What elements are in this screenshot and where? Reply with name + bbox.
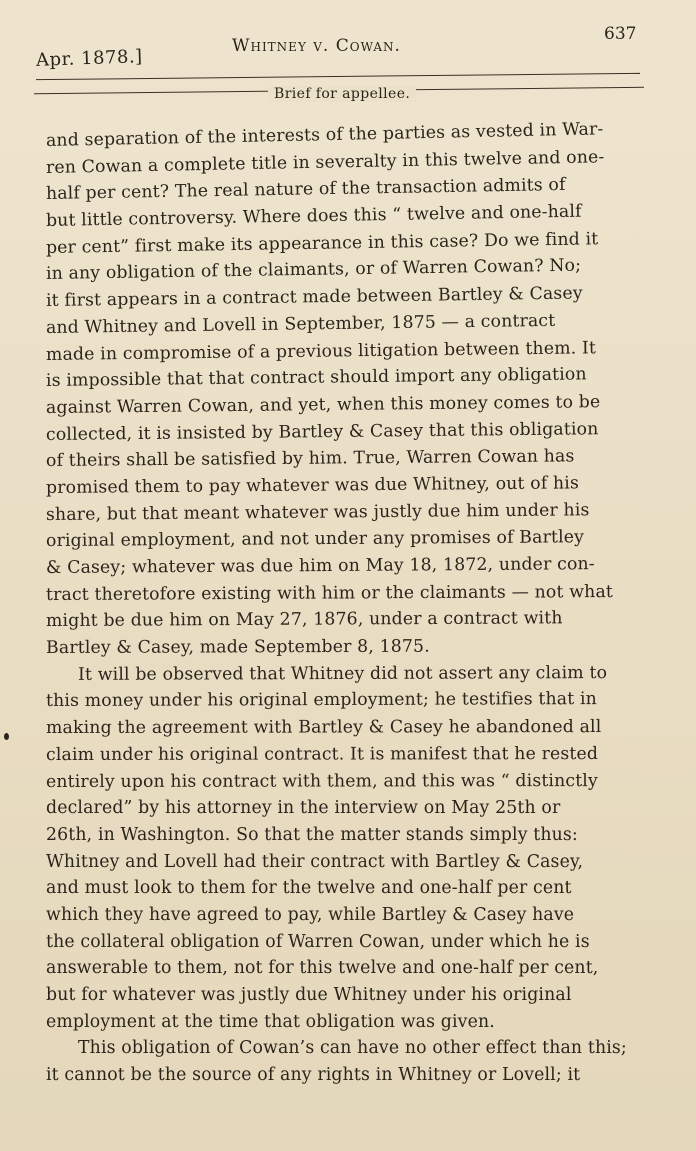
text-line: against Warren Cowan, and yet, when this money comes to be: [45, 392, 601, 418]
text-line: and Whitney and Lovell in September, 1875 — a contract: [45, 310, 556, 338]
running-header: [0, 22, 696, 72]
text-line: claim under his original contract. It is manifest that he rested: [45, 743, 599, 765]
text-line: declared” by his attorney in the interview on May 25th or: [46, 798, 561, 819]
ink-spot: [4, 733, 9, 740]
text-line: ren Cowan a complete title in severalty in this twelve and one-: [45, 146, 605, 178]
text-line: and separation of the interests of the parties as vested in War-: [45, 119, 604, 151]
text-line: collected, it is insisted by Bartley & Casey that this obligation: [45, 418, 599, 445]
text-line: promised them to pay whatever was due Whitney, out of his: [45, 473, 580, 498]
text-line: entirely upon his contract with them, and this was “ distinctly: [45, 770, 598, 792]
text-line: per cent” first make its appearance in this case? Do we find it: [45, 229, 599, 258]
text-line: it first appears in a contract made between Bartley & Casey: [45, 283, 583, 312]
text-line: in any obligation of the claimants, or of Warren Cowan? No;: [45, 256, 582, 285]
text-line: but little controversy. Where does this “ twelve and one-half: [45, 201, 582, 232]
brief-body-text: [45, 119, 658, 1089]
text-line: tract theretofore existing with him or the claimants — not what: [45, 581, 614, 605]
text-line: is impossible that that contract should import any obligation: [45, 364, 587, 392]
text-line: this money under his original employment; he testifies that in: [45, 689, 597, 712]
text-line: made in compromise of a previous litigation between them. It: [45, 337, 597, 365]
text-line: Whitney and Lovell had their contract with Bartley & Casey,: [46, 851, 584, 872]
text-line: share, but that meant whatever was justly due him under his: [45, 499, 590, 525]
running-header-date: Apr. 1878.]: [35, 46, 143, 71]
text-line: & Casey; whatever was due him on May 18, 1872, under con-: [45, 554, 595, 578]
page-number: 637: [604, 24, 637, 44]
text-line: It will be observed that Whitney did not assert any claim to: [77, 662, 608, 685]
text-line: This obligation of Cowan’s can have no other effect than this;: [78, 1038, 627, 1059]
header-rule-top: [36, 73, 640, 80]
text-line: employment at the time that obligation was given.: [46, 1011, 495, 1032]
section-subheading: Brief for appellee.: [268, 86, 416, 102]
text-line: the collateral obligation of Warren Cowan, under which he is: [46, 931, 590, 952]
text-line: Bartley & Casey, made September 8, 1875.: [45, 636, 430, 659]
text-line: of theirs shall be satisfied by him. True, Warren Cowan has: [45, 446, 575, 472]
text-line: but for whatever was justly due Whitney under his original: [46, 985, 572, 1005]
text-line: which they have agreed to pay, while Bartley & Casey have: [46, 904, 575, 925]
text-line: and must look to them for the twelve and one-half per cent: [46, 878, 572, 899]
text-line: answerable to them, not for this twelve and one-half per cent,: [46, 958, 599, 979]
text-line: it cannot be the source of any rights in Whitney or Lovell; it: [46, 1065, 581, 1086]
text-line: making the agreement with Bartley & Casey he abandoned all: [45, 717, 602, 739]
text-line: might be due him on May 27, 1876, under a contract with: [45, 608, 563, 632]
text-line: 26th, in Washington. So that the matter stands simply thus:: [46, 824, 578, 845]
text-line: original employment, and not under any promises of Bartley: [45, 527, 585, 552]
running-header-title: Whitney v. Cowan.: [232, 36, 401, 56]
text-line: half per cent? The real nature of the transaction admits of: [45, 175, 566, 205]
